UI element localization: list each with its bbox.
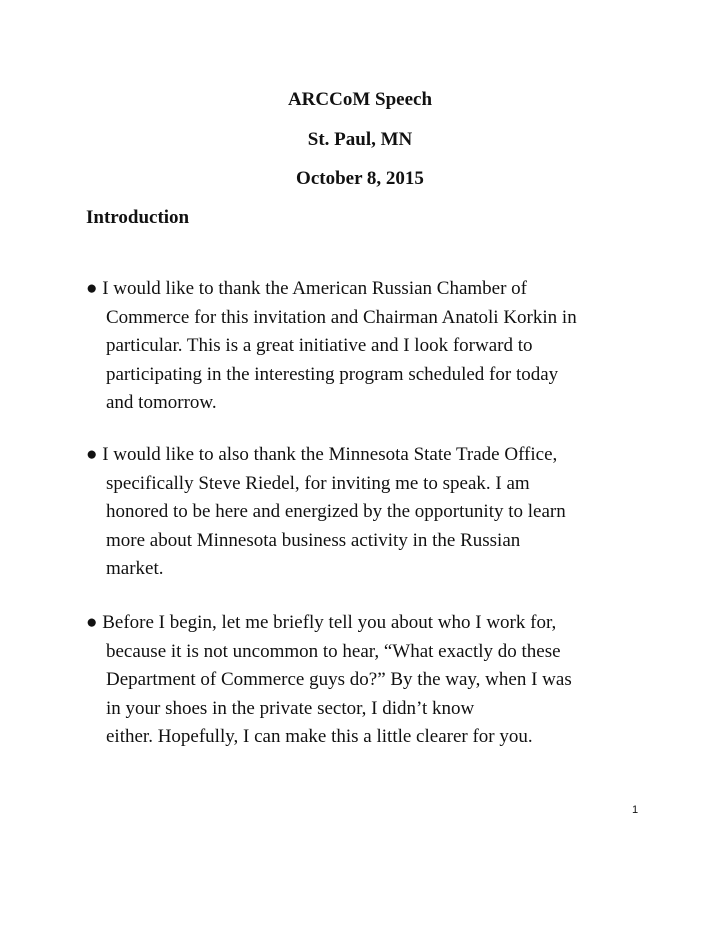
speech-location: St. Paul, MN — [307, 129, 413, 150]
speech-title: ARCCoM Speech — [287, 89, 433, 110]
page-number: 1 — [631, 804, 639, 816]
bullet-paragraph-2 — [86, 441, 646, 584]
paragraph-line: because it is not uncommon to hear, “What exactly do these — [106, 640, 561, 662]
paragraph-line: ● I would like to thank the American Russian Chamber of — [86, 278, 527, 299]
paragraph-line: either. Hopefully, I can make this a little clearer for you. — [106, 726, 533, 747]
paragraph-line: specifically Steve Riedel, for inviting me to speak. I am — [106, 472, 530, 494]
paragraph-line: ● I would like to also thank the Minnesota State Trade Office, — [86, 444, 558, 465]
paragraph-line: ● Before I begin, let me briefly tell you about who I work for, — [86, 612, 557, 633]
speech-date: October 8, 2015 — [296, 168, 424, 189]
paragraph-line: in your shoes in the private sector, I didn’t know — [106, 697, 475, 719]
paragraph-line: and tomorrow. — [106, 392, 217, 413]
paragraph-line: market. — [106, 558, 164, 579]
paragraph-line: participating in the interesting program scheduled for today — [106, 363, 559, 385]
bullet-paragraph-3 — [86, 609, 646, 752]
paragraph-line: honored to be here and energized by the opportunity to learn — [106, 501, 566, 522]
paragraph-line: Department of Commerce guys do?” By the way, when I was — [106, 669, 572, 690]
bullet-paragraph-1 — [86, 275, 646, 418]
paragraph-line: particular. This is a great initiative and I look forward to — [106, 335, 533, 356]
paragraph-line: Commerce for this invitation and Chairman Anatoli Korkin in — [106, 306, 577, 328]
section-title: Introduction — [86, 207, 190, 228]
paragraph-line: more about Minnesota business activity in the Russian — [106, 529, 521, 551]
